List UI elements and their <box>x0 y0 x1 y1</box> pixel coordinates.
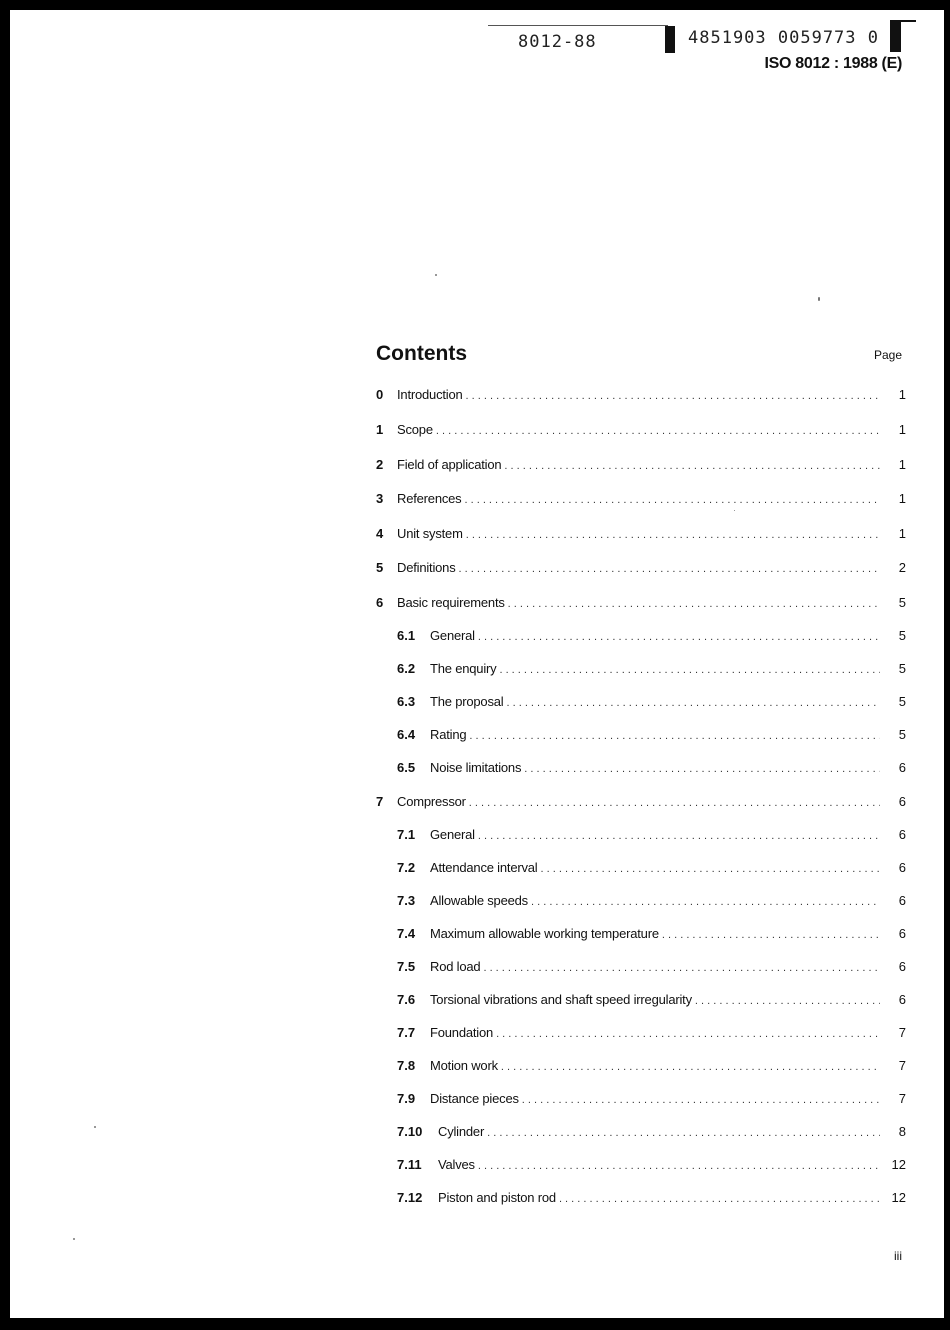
catalog-stamp-right: 4851903 0059773 0 <box>688 28 879 48</box>
document-id: ISO 8012 : 1988 (E) <box>764 55 902 72</box>
toc-entry-number: 7.3 <box>397 893 416 908</box>
toc-entry <box>376 826 906 844</box>
handwritten-stamp-left: 8012-88 <box>518 32 597 52</box>
toc-entry-number: 7.4 <box>397 926 416 941</box>
toc-entry-page: 1 <box>898 422 906 437</box>
toc-dot-leader <box>487 1124 880 1142</box>
toc-entry-label: Rating <box>430 727 467 742</box>
toc-entry <box>376 1123 906 1141</box>
toc-entry-label: References <box>397 491 462 506</box>
toc-entry-label: Maximum allowable working temperature <box>430 926 659 941</box>
toc-entry-number: 6.4 <box>397 727 416 742</box>
toc-entry-page: 2 <box>898 560 906 575</box>
toc-dot-leader <box>499 661 880 679</box>
toc-entry-label: Allowable speeds <box>430 893 528 908</box>
toc-entry <box>376 1189 906 1207</box>
toc-dot-leader <box>436 422 880 440</box>
toc-entry-label: Noise limitations <box>430 760 522 775</box>
contents-title: Contents <box>376 342 467 365</box>
scan-speck <box>94 1126 96 1128</box>
toc-entry-page: 12 <box>891 1157 906 1172</box>
toc-entry <box>376 793 906 811</box>
toc-entry-number: 7.9 <box>397 1091 416 1106</box>
toc-entry-number: 7.6 <box>397 992 416 1007</box>
toc-entry-page: 6 <box>898 926 906 941</box>
toc-entry <box>376 1090 906 1108</box>
toc-entry <box>376 726 906 744</box>
scan-speck <box>73 1238 75 1240</box>
toc-entry-page: 12 <box>891 1190 906 1205</box>
toc-dot-leader <box>464 491 880 509</box>
toc-entry <box>376 892 906 910</box>
toc-entry-label: Scope <box>397 422 433 437</box>
toc-entry-label: Cylinder <box>438 1124 485 1139</box>
toc-entry <box>376 759 906 777</box>
toc-entry-page: 6 <box>898 827 906 842</box>
toc-entry-label: Introduction <box>397 387 463 402</box>
toc-dot-leader <box>504 457 880 475</box>
toc-entry-page: 1 <box>898 387 906 402</box>
toc-entry-page: 6 <box>898 760 906 775</box>
toc-entry-label: Definitions <box>397 560 456 575</box>
toc-dot-leader <box>541 860 881 878</box>
toc-entry <box>376 859 906 877</box>
toc-entry <box>376 660 906 678</box>
toc-dot-leader <box>483 959 880 977</box>
toc-entry-page: 5 <box>898 628 906 643</box>
toc-entry-number: 6.1 <box>397 628 416 643</box>
toc-entry-page: 5 <box>898 595 906 610</box>
toc-dot-leader <box>469 727 880 745</box>
toc-entry <box>376 559 906 577</box>
toc-entry-number: 7.11 <box>397 1157 422 1172</box>
toc-entry-label: Attendance interval <box>430 860 538 875</box>
toc-entry-page: 1 <box>898 526 906 541</box>
toc-entry-label: Distance pieces <box>430 1091 519 1106</box>
toc-dot-leader <box>695 992 880 1010</box>
toc-entry <box>376 627 906 645</box>
toc-dot-leader <box>466 526 880 544</box>
toc-entry <box>376 958 906 976</box>
toc-entry <box>376 594 906 612</box>
toc-entry-number: 7.8 <box>397 1058 416 1073</box>
toc-entry-page: 5 <box>898 661 906 676</box>
toc-entry-page: 5 <box>898 694 906 709</box>
toc-entry-number: 0 <box>376 387 384 402</box>
toc-entry-page: 6 <box>898 893 906 908</box>
toc-entry-number: 6.2 <box>397 661 416 676</box>
toc-entry-label: Foundation <box>430 1025 494 1040</box>
toc-entry-page: 8 <box>898 1124 906 1139</box>
toc-entry-number: 7.2 <box>397 860 416 875</box>
toc-dot-leader <box>508 595 880 613</box>
toc-entry-number: 7.10 <box>397 1124 423 1139</box>
toc-entry-label: General <box>430 628 475 643</box>
toc-entry <box>376 490 906 508</box>
toc-entry-page: 5 <box>898 727 906 742</box>
toc-entry-page: 1 <box>898 457 906 472</box>
toc-entry-label: Unit system <box>397 526 463 541</box>
toc-entry-label: Valves <box>438 1157 475 1172</box>
toc-entry-label: The enquiry <box>430 661 497 676</box>
toc-entry-number: 7 <box>376 794 384 809</box>
toc-entry-number: 7.7 <box>397 1025 416 1040</box>
toc-entry-number: 6.3 <box>397 694 416 709</box>
toc-entry-number: 7.5 <box>397 959 416 974</box>
toc-entry-label: Piston and piston rod <box>438 1190 556 1205</box>
toc-dot-leader <box>662 926 880 944</box>
toc-entry <box>376 456 906 474</box>
toc-entry-label: Field of application <box>397 457 502 472</box>
toc-entry-number: 7.12 <box>397 1190 423 1205</box>
toc-entry-label: The proposal <box>430 694 504 709</box>
toc-entry-page: 7 <box>898 1058 906 1073</box>
toc-entry-page: 7 <box>898 1025 906 1040</box>
toc-entry-label: Motion work <box>430 1058 498 1073</box>
toc-entry-label: Compressor <box>397 794 466 809</box>
toc-dot-leader <box>478 628 880 646</box>
toc-entry-label: Basic requirements <box>397 595 505 610</box>
toc-entry <box>376 1156 906 1174</box>
toc-entry-number: 6 <box>376 595 384 610</box>
toc-entry-number: 4 <box>376 526 384 541</box>
toc-entry <box>376 525 906 543</box>
toc-entry-number: 7.1 <box>397 827 416 842</box>
toc-entry-page: 6 <box>898 992 906 1007</box>
toc-entry <box>376 421 906 439</box>
toc-entry <box>376 925 906 943</box>
toc-entry-number: 6.5 <box>397 760 416 775</box>
toc-dot-leader <box>459 560 881 578</box>
toc-dot-leader <box>478 827 880 845</box>
toc-dot-leader <box>522 1091 880 1109</box>
toc-dot-leader <box>496 1025 880 1043</box>
toc-dot-leader <box>506 694 880 712</box>
toc-entry-number: 1 <box>376 422 384 437</box>
toc-entry-page: 6 <box>898 959 906 974</box>
toc-entry-page: 6 <box>898 860 906 875</box>
toc-entry-page: 7 <box>898 1091 906 1106</box>
toc-entry-number: 2 <box>376 457 384 472</box>
toc-dot-leader <box>469 794 880 812</box>
toc-entry-page: 6 <box>898 794 906 809</box>
toc-entry <box>376 693 906 711</box>
toc-entry-page: 1 <box>898 491 906 506</box>
toc-dot-leader <box>478 1157 880 1175</box>
toc-entry <box>376 991 906 1009</box>
toc-entry-label: Torsional vibrations and shaft speed irregularity <box>430 992 692 1007</box>
toc-entry-label: Rod load <box>430 959 481 974</box>
toc-entry-label: General <box>430 827 475 842</box>
toc-entry-number: 5 <box>376 560 384 575</box>
toc-dot-leader <box>501 1058 880 1076</box>
toc-dot-leader <box>531 893 880 911</box>
page-column-heading: Page <box>873 348 902 362</box>
toc-dot-leader <box>466 387 880 405</box>
toc-dot-leader <box>559 1190 880 1208</box>
toc-entry <box>376 386 906 404</box>
footer-page-number: iii <box>894 1249 902 1263</box>
toc-dot-leader <box>524 760 880 778</box>
document-page <box>10 10 944 1318</box>
toc-entry <box>376 1024 906 1042</box>
toc-entry <box>376 1057 906 1075</box>
table-of-contents <box>376 10 906 1310</box>
toc-entry-number: 3 <box>376 491 384 506</box>
